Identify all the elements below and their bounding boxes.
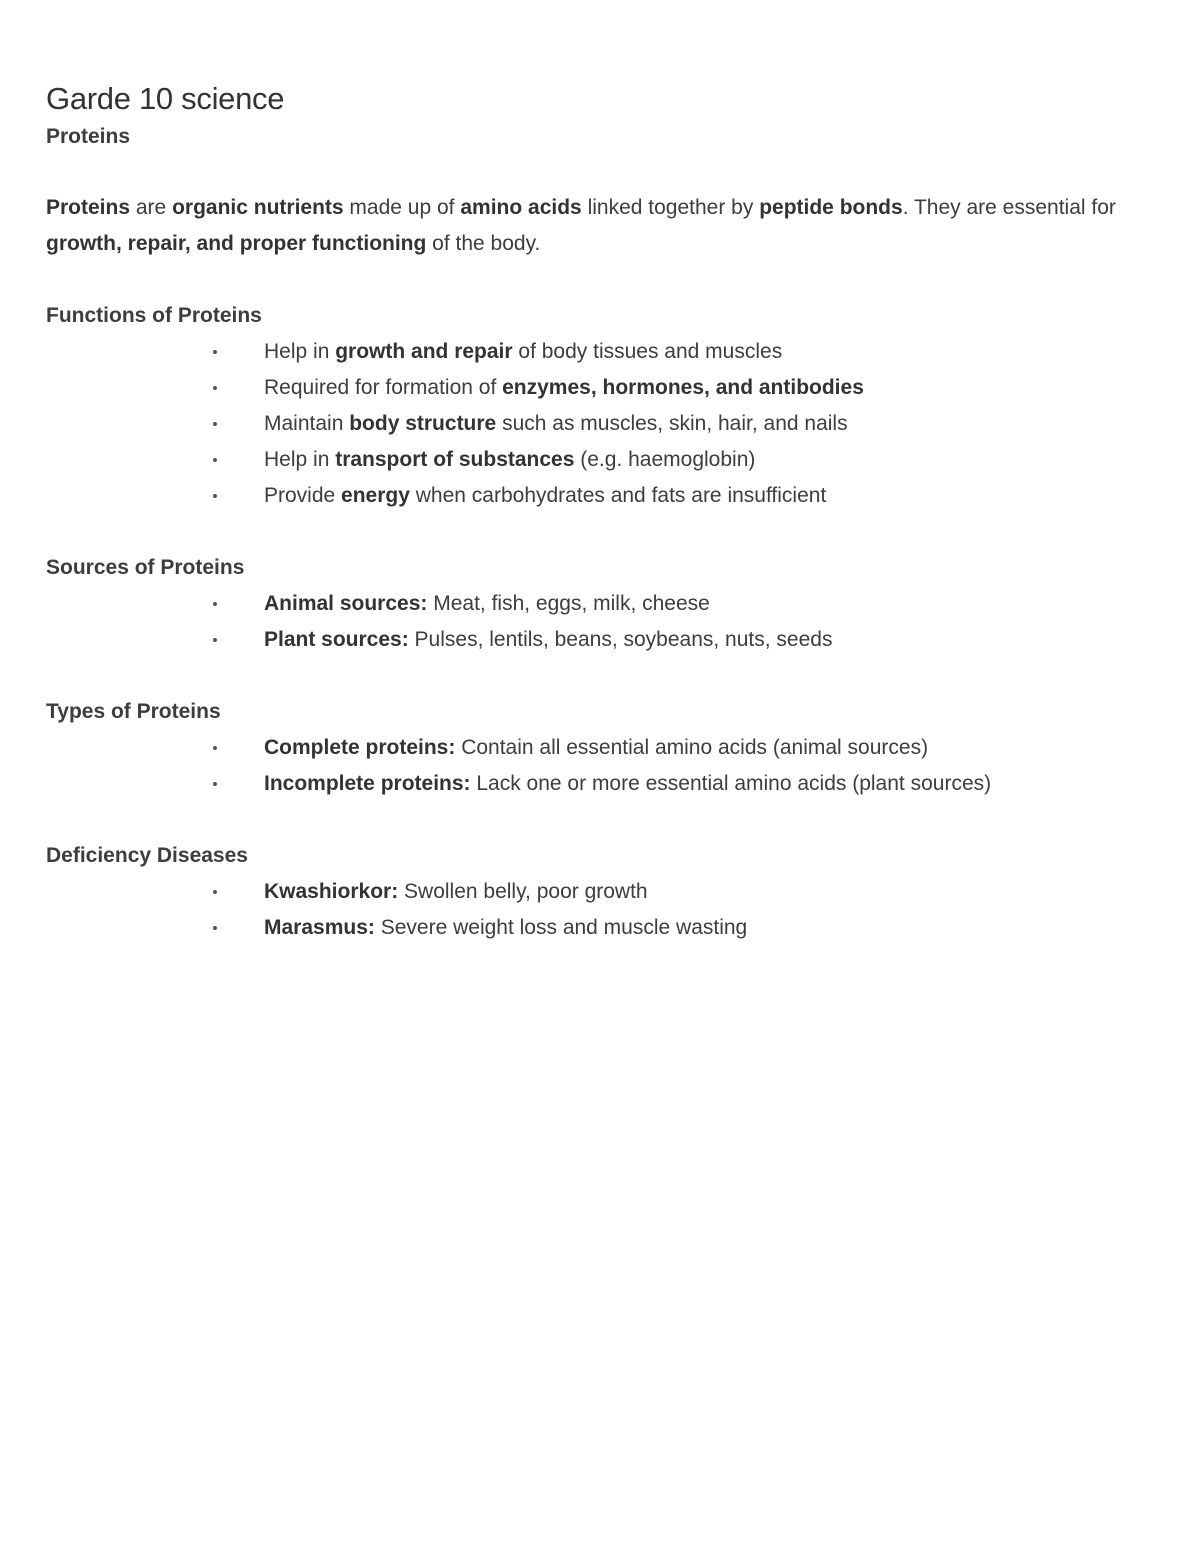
intro-text: linked together by [581,196,760,219]
bullet-icon [213,926,217,930]
item-term: Incomplete proteins: [264,772,471,795]
intro-text: . They are essential for [902,196,1116,219]
list-item [46,442,1154,478]
list-item [46,586,1154,622]
item-text: when carbohydrates and fats are insufficient [409,484,827,507]
functions-list [46,334,1154,514]
item-term: Plant sources: [264,628,409,651]
item-term: enzymes, hormones, and antibodies [502,376,864,399]
item-text: Help in [264,448,336,471]
item-term: energy [341,484,410,507]
list-item [46,766,1154,802]
bullet-icon [213,494,217,498]
sources-heading: Sources of Proteins [46,556,245,579]
bullet-icon [213,602,217,606]
intro-term: Proteins [46,196,131,219]
bullet-icon [213,890,217,894]
item-text: Meat, fish, eggs, milk, cheese [427,592,710,615]
sources-list [46,586,1154,658]
deficiency-section [46,838,1154,946]
list-item [46,370,1154,406]
item-text: of body tissues and muscles [512,340,783,363]
functions-section [46,298,1154,514]
deficiency-heading: Deficiency Diseases [46,844,248,867]
item-text: Severe weight loss and muscle wasting [374,916,748,939]
item-text: (e.g. haemoglobin) [574,448,756,471]
intro-text: made up of [343,196,461,219]
item-term: Complete proteins: [264,736,456,759]
item-term: Kwashiorkor: [264,880,399,903]
intro-paragraph [46,190,1154,262]
bullet-icon [213,422,217,426]
intro-term: organic nutrients [172,196,344,219]
document-title: Garde 10 science [46,81,285,116]
sources-section [46,550,1154,658]
item-text: Lack one or more essential amino acids (plant sources) [470,772,992,795]
list-item [46,622,1154,658]
bullet-icon [213,350,217,354]
bullet-icon [213,782,217,786]
item-term: transport of substances [335,448,575,471]
bullet-icon [213,638,217,642]
item-term: Marasmus: [264,916,375,939]
item-text: Pulses, lentils, beans, soybeans, nuts, seeds [408,628,833,651]
item-text: Contain all essential amino acids (animal sources) [455,736,929,759]
list-item [46,730,1154,766]
intro-term: amino acids [460,196,582,219]
item-text: Help in [264,340,336,363]
item-text: Maintain [264,412,350,435]
types-section [46,694,1154,802]
item-term: body structure [349,412,497,435]
intro-term: peptide bonds [759,196,903,219]
list-item [46,334,1154,370]
bullet-icon [213,458,217,462]
item-term: growth and repair [335,340,513,363]
list-item [46,478,1154,514]
deficiency-list [46,874,1154,946]
list-item [46,406,1154,442]
bullet-icon [213,386,217,390]
intro-text: of the body. [426,232,541,255]
intro-term: growth, repair, and proper functioning [46,232,427,255]
item-text: such as muscles, skin, hair, and nails [496,412,848,435]
item-text: Required for formation of [264,376,503,399]
functions-heading: Functions of Proteins [46,304,262,327]
types-heading: Types of Proteins [46,700,221,723]
list-item [46,910,1154,946]
item-term: Animal sources: [264,592,428,615]
types-list [46,730,1154,802]
item-text: Provide [264,484,342,507]
bullet-icon [213,746,217,750]
list-item [46,874,1154,910]
item-text: Swollen belly, poor growth [398,880,648,903]
intro-text: are [130,196,173,219]
document-subtitle: Proteins [46,125,131,148]
